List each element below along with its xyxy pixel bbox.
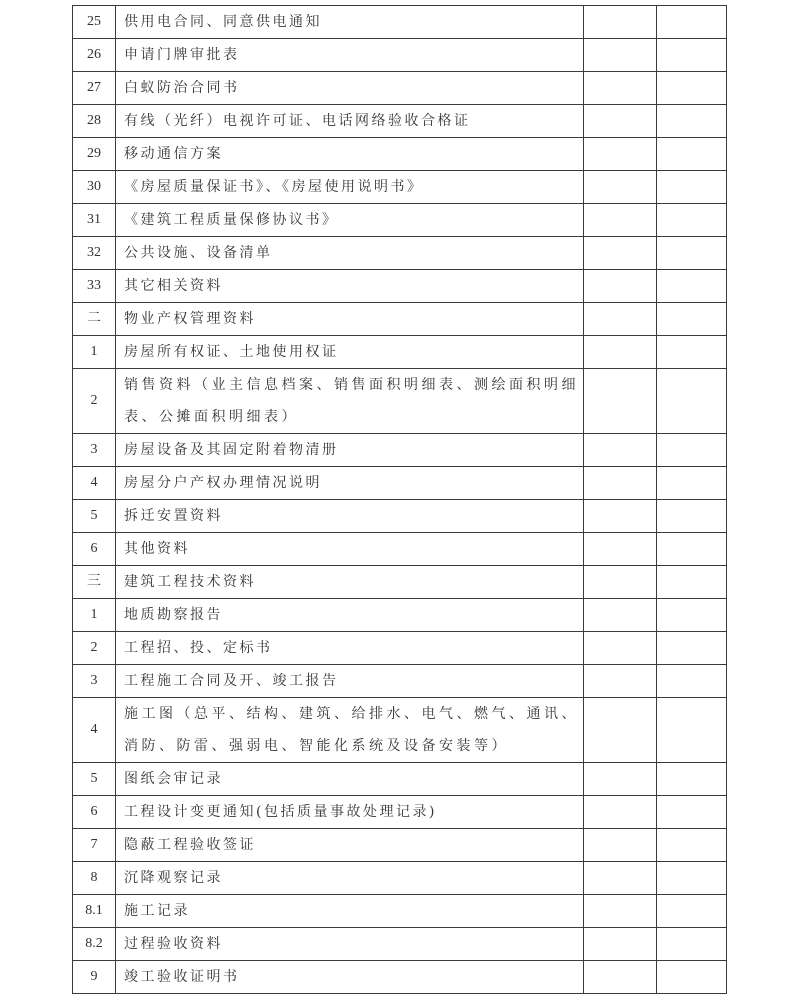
row-cell-blank-1	[584, 336, 657, 369]
table-row	[73, 434, 727, 467]
row-number: 7	[73, 829, 116, 862]
row-cell-blank-2	[657, 796, 727, 829]
row-item-name: 过程验收资料	[116, 928, 584, 961]
table-row	[73, 270, 727, 303]
row-cell-blank-1	[584, 72, 657, 105]
row-cell-blank-1	[584, 698, 657, 763]
row-cell-blank-1	[584, 895, 657, 928]
row-number: 25	[73, 6, 116, 39]
row-cell-blank-2	[657, 270, 727, 303]
table-row	[73, 336, 727, 369]
row-item-name: 房屋分户产权办理情况说明	[116, 467, 584, 500]
row-item-name: 竣工验收证明书	[116, 961, 584, 994]
row-number: 3	[73, 434, 116, 467]
table-row	[73, 533, 727, 566]
row-cell-blank-2	[657, 6, 727, 39]
row-cell-blank-1	[584, 796, 657, 829]
row-cell-blank-2	[657, 928, 727, 961]
row-cell-blank-2	[657, 533, 727, 566]
table-row	[73, 566, 727, 599]
row-item-name: 工程设计变更通知(包括质量事故处理记录)	[116, 796, 584, 829]
table-row	[73, 237, 727, 270]
document-checklist-table	[72, 5, 727, 994]
table-row	[73, 204, 727, 237]
row-cell-blank-2	[657, 138, 727, 171]
row-item-name: 《建筑工程质量保修协议书》	[116, 204, 584, 237]
row-cell-blank-1	[584, 105, 657, 138]
table-row	[73, 796, 727, 829]
row-number: 28	[73, 105, 116, 138]
row-cell-blank-2	[657, 39, 727, 72]
row-cell-blank-1	[584, 434, 657, 467]
row-item-name: 工程招、投、定标书	[116, 632, 584, 665]
row-number: 27	[73, 72, 116, 105]
row-cell-blank-1	[584, 204, 657, 237]
table-row	[73, 500, 727, 533]
row-number: 6	[73, 796, 116, 829]
table-row	[73, 862, 727, 895]
row-cell-blank-1	[584, 171, 657, 204]
row-cell-blank-1	[584, 632, 657, 665]
row-cell-blank-2	[657, 599, 727, 632]
row-item-name: 有线（光纤）电视许可证、电话网络验收合格证	[116, 105, 584, 138]
row-number: 6	[73, 533, 116, 566]
table-row	[73, 105, 727, 138]
row-number: 32	[73, 237, 116, 270]
row-cell-blank-1	[584, 237, 657, 270]
row-item-name: 申请门牌审批表	[116, 39, 584, 72]
row-number: 8.1	[73, 895, 116, 928]
row-cell-blank-2	[657, 665, 727, 698]
row-item-name: 施工记录	[116, 895, 584, 928]
table-row	[73, 698, 727, 763]
row-item-name: 隐蔽工程验收签证	[116, 829, 584, 862]
row-cell-blank-2	[657, 698, 727, 763]
table-row	[73, 961, 727, 994]
row-cell-blank-2	[657, 237, 727, 270]
row-cell-blank-2	[657, 500, 727, 533]
table-row	[73, 39, 727, 72]
row-cell-blank-2	[657, 895, 727, 928]
row-cell-blank-1	[584, 862, 657, 895]
row-number: 二	[73, 303, 116, 336]
row-cell-blank-1	[584, 369, 657, 434]
row-item-name: 工程施工合同及开、竣工报告	[116, 665, 584, 698]
row-number: 4	[73, 467, 116, 500]
row-number: 2	[73, 369, 116, 434]
row-cell-blank-1	[584, 928, 657, 961]
table-row	[73, 665, 727, 698]
row-cell-blank-1	[584, 829, 657, 862]
row-cell-blank-2	[657, 566, 727, 599]
table-row	[73, 895, 727, 928]
table-row	[73, 599, 727, 632]
table-row	[73, 467, 727, 500]
table-row	[73, 369, 727, 434]
row-number: 30	[73, 171, 116, 204]
row-item-name: 销售资料（业主信息档案、销售面积明细表、测绘面积明细表、公摊面积明细表）	[116, 369, 584, 434]
row-cell-blank-1	[584, 599, 657, 632]
row-cell-blank-1	[584, 39, 657, 72]
row-item-name: 施工图（总平、结构、建筑、给排水、电气、燃气、通讯、消防、防雷、强弱电、智能化系统及设备安装等）	[116, 698, 584, 763]
row-item-name: 建筑工程技术资料	[116, 566, 584, 599]
table-row	[73, 928, 727, 961]
row-cell-blank-2	[657, 171, 727, 204]
row-cell-blank-2	[657, 632, 727, 665]
table-row	[73, 632, 727, 665]
row-cell-blank-1	[584, 665, 657, 698]
row-number: 9	[73, 961, 116, 994]
table-row	[73, 829, 727, 862]
row-cell-blank-2	[657, 862, 727, 895]
row-cell-blank-1	[584, 763, 657, 796]
row-cell-blank-2	[657, 204, 727, 237]
row-cell-blank-2	[657, 336, 727, 369]
row-cell-blank-2	[657, 763, 727, 796]
row-number: 5	[73, 763, 116, 796]
row-number: 31	[73, 204, 116, 237]
row-item-name: 其它相关资料	[116, 270, 584, 303]
row-item-name: 房屋所有权证、土地使用权证	[116, 336, 584, 369]
row-cell-blank-2	[657, 72, 727, 105]
row-item-name: 公共设施、设备清单	[116, 237, 584, 270]
row-number: 4	[73, 698, 116, 763]
row-cell-blank-1	[584, 566, 657, 599]
row-item-name: 物业产权管理资料	[116, 303, 584, 336]
table-row	[73, 171, 727, 204]
row-number: 1	[73, 599, 116, 632]
row-number: 29	[73, 138, 116, 171]
row-item-name: 沉降观察记录	[116, 862, 584, 895]
row-number: 3	[73, 665, 116, 698]
row-cell-blank-1	[584, 500, 657, 533]
row-item-name: 白蚁防治合同书	[116, 72, 584, 105]
row-cell-blank-2	[657, 105, 727, 138]
row-item-name: 地质勘察报告	[116, 599, 584, 632]
row-number: 5	[73, 500, 116, 533]
row-number: 26	[73, 39, 116, 72]
row-cell-blank-2	[657, 467, 727, 500]
row-cell-blank-1	[584, 270, 657, 303]
row-number: 三	[73, 566, 116, 599]
row-number: 8.2	[73, 928, 116, 961]
row-number: 2	[73, 632, 116, 665]
row-cell-blank-1	[584, 467, 657, 500]
table-row	[73, 138, 727, 171]
row-item-name: 供用电合同、同意供电通知	[116, 6, 584, 39]
row-cell-blank-2	[657, 369, 727, 434]
row-cell-blank-1	[584, 533, 657, 566]
row-cell-blank-2	[657, 961, 727, 994]
row-cell-blank-1	[584, 961, 657, 994]
row-cell-blank-2	[657, 434, 727, 467]
row-cell-blank-1	[584, 303, 657, 336]
table-row	[73, 763, 727, 796]
row-cell-blank-1	[584, 138, 657, 171]
row-cell-blank-1	[584, 6, 657, 39]
table-row	[73, 303, 727, 336]
row-item-name: 移动通信方案	[116, 138, 584, 171]
row-item-name: 图纸会审记录	[116, 763, 584, 796]
row-item-name: 拆迁安置资料	[116, 500, 584, 533]
row-number: 33	[73, 270, 116, 303]
row-number: 1	[73, 336, 116, 369]
row-cell-blank-2	[657, 303, 727, 336]
table-row	[73, 6, 727, 39]
table-row	[73, 72, 727, 105]
row-item-name: 其他资料	[116, 533, 584, 566]
row-item-name: 房屋设备及其固定附着物清册	[116, 434, 584, 467]
row-number: 8	[73, 862, 116, 895]
row-item-name: 《房屋质量保证书》、《房屋使用说明书》	[116, 171, 584, 204]
row-cell-blank-2	[657, 829, 727, 862]
